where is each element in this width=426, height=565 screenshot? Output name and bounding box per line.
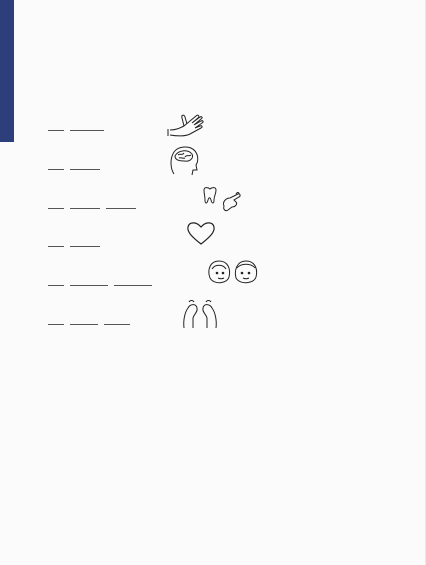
idiom-6-match[interactable] (48, 316, 64, 325)
tooth-and-nail-icon (202, 186, 242, 221)
faces-icon (206, 258, 260, 293)
idiom-5 (46, 277, 154, 288)
idiom-4-answer[interactable] (70, 238, 100, 247)
section-e-title (32, 74, 42, 96)
idiom-6 (46, 316, 132, 327)
idiom-1-answer[interactable] (70, 122, 104, 131)
idiom-2-answer[interactable] (70, 161, 100, 170)
idiom-1 (46, 122, 106, 133)
idiom-5-answer-a[interactable] (70, 277, 108, 286)
idiom-6-answer-a[interactable] (70, 316, 98, 325)
idiom-1-match[interactable] (48, 122, 64, 131)
idiom-4-match[interactable] (48, 238, 64, 247)
heart-icon (186, 220, 216, 251)
idiom-4 (46, 238, 102, 249)
shoulders-icon (180, 298, 220, 335)
idiom-3 (46, 200, 138, 211)
idiom-2-match[interactable] (48, 161, 64, 170)
idiom-2 (46, 161, 102, 172)
idiom-3-answer-a[interactable] (70, 200, 100, 209)
idiom-6-answer-b[interactable] (104, 316, 130, 325)
idiom-5-answer-b[interactable] (114, 277, 152, 286)
brain-head-icon (164, 140, 204, 185)
unit-color-bar (0, 0, 14, 142)
hand-icon (166, 108, 206, 143)
idiom-5-match[interactable] (48, 277, 64, 286)
idiom-3-match[interactable] (48, 200, 64, 209)
idiom-3-answer-b[interactable] (106, 200, 136, 209)
